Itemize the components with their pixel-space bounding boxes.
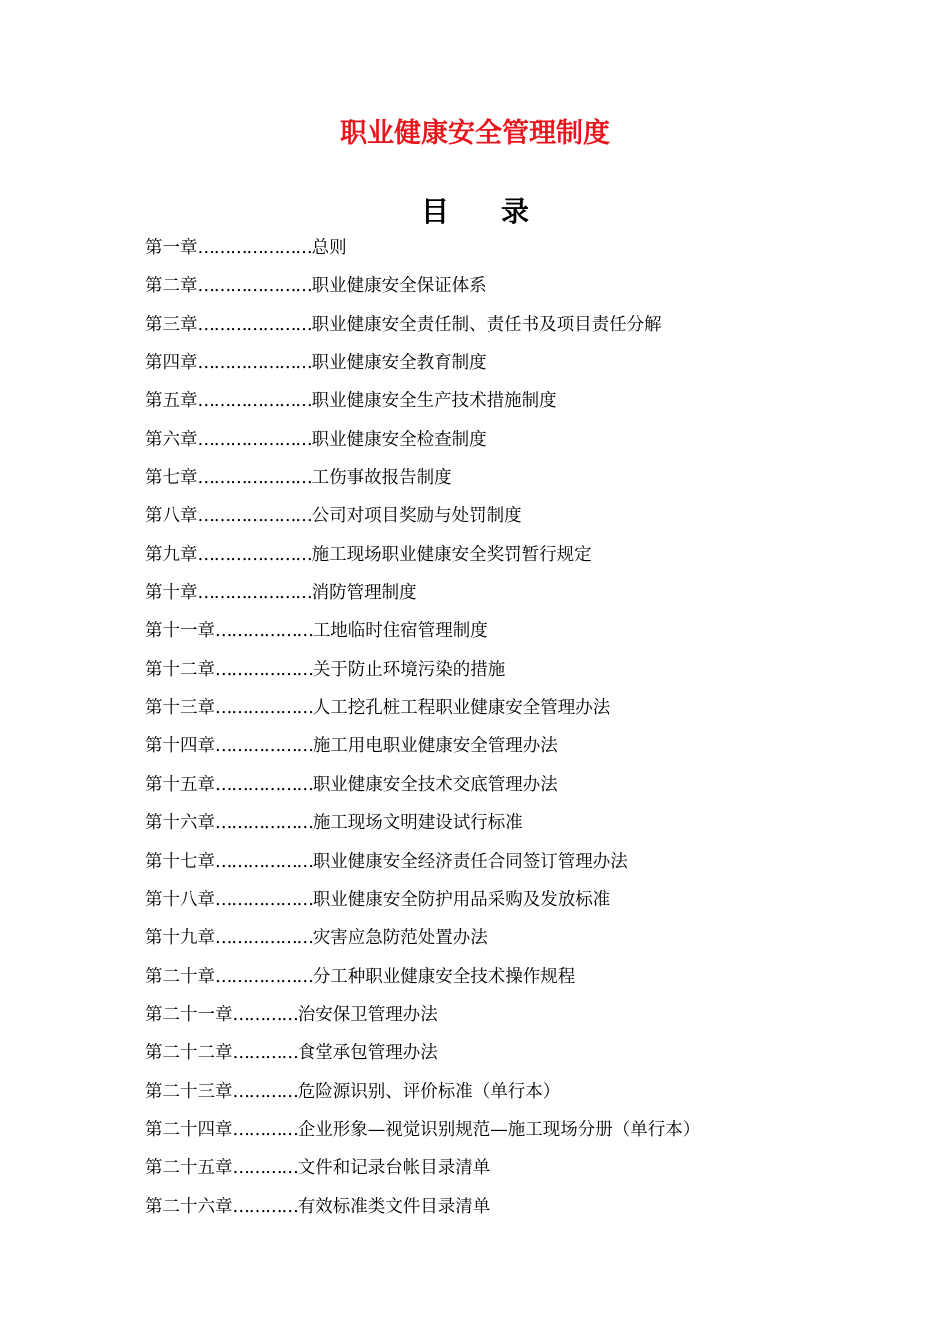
toc-chapter-title: 总则 bbox=[311, 238, 347, 258]
toc-entry bbox=[145, 421, 845, 459]
toc-leader-dots: ……………… bbox=[215, 966, 313, 987]
toc-chapter-number: 第二十六章 bbox=[145, 1196, 233, 1217]
toc-chapter-title: 企业形象—视觉识别规范—施工现场分册（单行本） bbox=[297, 1119, 701, 1140]
toc-leader-dots: ………… bbox=[232, 1196, 298, 1217]
toc-chapter-number: 第二十章 bbox=[145, 966, 215, 987]
toc-chapter-number: 第十六章 bbox=[145, 813, 215, 834]
document-title: 职业健康安全管理制度 bbox=[340, 118, 610, 149]
toc-entry bbox=[145, 881, 845, 919]
toc-entry bbox=[145, 689, 845, 727]
toc-leader-dots: ……………… bbox=[215, 621, 313, 642]
toc-leader-dots: ………………… bbox=[197, 391, 312, 412]
toc-entry bbox=[145, 229, 845, 267]
toc-chapter-title: 职业健康安全检查制度 bbox=[311, 429, 487, 450]
toc-chapter-number: 第十章 bbox=[145, 583, 198, 604]
toc-leader-dots: ……………… bbox=[215, 659, 313, 680]
toc-chapter-title: 人工挖孔桩工程职业健康安全管理办法 bbox=[312, 698, 611, 719]
toc-entry bbox=[145, 1073, 845, 1111]
toc-chapter-title: 职业健康安全防护用品采购及发放标准 bbox=[312, 889, 611, 910]
toc-entry bbox=[145, 804, 845, 842]
toc-leader-dots: ………………… bbox=[197, 468, 312, 489]
toc-entry bbox=[145, 1111, 845, 1149]
toc-chapter-number: 第十七章 bbox=[145, 851, 215, 872]
toc-leader-dots: ………… bbox=[232, 1119, 298, 1140]
toc-chapter-number: 第二十二章 bbox=[145, 1043, 233, 1064]
toc-chapter-title: 职业健康安全技术交底管理办法 bbox=[312, 774, 558, 795]
toc-heading-char-1: 目 bbox=[420, 195, 449, 228]
toc-chapter-number: 第二十三章 bbox=[145, 1081, 233, 1102]
toc-chapter-title: 职业健康安全生产技术措施制度 bbox=[311, 391, 557, 412]
toc-chapter-title: 工伤事故报告制度 bbox=[311, 468, 452, 489]
toc-leader-dots: ……………… bbox=[215, 813, 313, 834]
toc-chapter-number: 第二十五章 bbox=[145, 1158, 233, 1179]
toc-entry bbox=[145, 612, 845, 650]
toc-leader-dots: ……………… bbox=[215, 698, 313, 719]
toc-chapter-number: 第八章 bbox=[145, 506, 198, 527]
toc-entry bbox=[145, 1149, 845, 1187]
toc-leader-dots: ……………… bbox=[215, 928, 313, 949]
toc-chapter-number: 第十五章 bbox=[145, 774, 215, 795]
toc-entry bbox=[145, 727, 845, 765]
toc-chapter-title: 职业健康安全保证体系 bbox=[311, 276, 487, 297]
toc-entry bbox=[145, 382, 845, 420]
toc-leader-dots: ………………… bbox=[197, 506, 312, 527]
toc-chapter-title: 施工用电职业健康安全管理办法 bbox=[312, 736, 558, 757]
toc-chapter-number: 第七章 bbox=[145, 468, 198, 489]
toc-entry bbox=[145, 1034, 845, 1072]
toc-chapter-title: 施工现场文明建设试行标准 bbox=[312, 813, 523, 834]
toc-chapter-title: 施工现场职业健康安全奖罚暂行规定 bbox=[311, 544, 592, 565]
toc-leader-dots: ………………… bbox=[197, 314, 312, 335]
toc-chapter-number: 第十二章 bbox=[145, 659, 215, 680]
toc-entry bbox=[145, 651, 845, 689]
toc-chapter-title: 消防管理制度 bbox=[311, 583, 417, 604]
toc-chapter-number: 第三章 bbox=[145, 314, 198, 335]
toc-chapter-title: 危险源识别、评价标准（单行本） bbox=[297, 1081, 561, 1102]
toc-entry bbox=[145, 843, 845, 881]
toc-leader-dots: ……………… bbox=[215, 889, 313, 910]
toc-leader-dots: ……………… bbox=[215, 736, 313, 757]
toc-chapter-number: 第二章 bbox=[145, 276, 198, 297]
toc-chapter-title: 职业健康安全教育制度 bbox=[311, 353, 487, 374]
toc-entry bbox=[145, 306, 845, 344]
toc-leader-dots: ………… bbox=[232, 1081, 298, 1102]
toc-chapter-number: 第一章 bbox=[145, 238, 198, 258]
toc-chapter-title: 食堂承包管理办法 bbox=[297, 1043, 438, 1064]
toc-chapter-number: 第十九章 bbox=[145, 928, 215, 949]
toc-entry bbox=[145, 267, 845, 305]
toc-chapter-number: 第十四章 bbox=[145, 736, 215, 757]
toc-chapter-number: 第五章 bbox=[145, 391, 198, 412]
toc-entry bbox=[145, 536, 845, 574]
toc-leader-dots: ………………… bbox=[197, 429, 312, 450]
toc-chapter-title: 灾害应急防范处置办法 bbox=[312, 928, 488, 949]
toc-leader-dots: ………………… bbox=[197, 544, 312, 565]
toc-entry bbox=[145, 1188, 845, 1226]
toc-leader-dots: ……………… bbox=[215, 851, 313, 872]
toc-chapter-title: 文件和记录台帐目录清单 bbox=[297, 1158, 491, 1179]
toc-list bbox=[145, 229, 845, 1226]
toc-leader-dots: ………………… bbox=[197, 583, 312, 604]
toc-chapter-number: 第四章 bbox=[145, 353, 198, 374]
toc-leader-dots: ………………… bbox=[197, 276, 312, 297]
toc-chapter-title: 关于防止环境污染的措施 bbox=[312, 659, 506, 680]
toc-leader-dots: ………………… bbox=[197, 353, 312, 374]
toc-chapter-title: 公司对项目奖励与处罚制度 bbox=[311, 506, 522, 527]
toc-chapter-number: 第十一章 bbox=[145, 621, 215, 642]
toc-chapter-title: 治安保卫管理办法 bbox=[297, 1004, 438, 1025]
toc-leader-dots: ………… bbox=[232, 1158, 298, 1179]
toc-entry bbox=[145, 497, 845, 535]
toc-leader-dots: ………… bbox=[232, 1043, 298, 1064]
toc-entry bbox=[145, 919, 845, 957]
toc-chapter-number: 第二十一章 bbox=[145, 1004, 233, 1025]
toc-leader-dots: ……………… bbox=[215, 774, 313, 795]
toc-chapter-number: 第十八章 bbox=[145, 889, 215, 910]
toc-entry bbox=[145, 344, 845, 382]
toc-chapter-number: 第十三章 bbox=[145, 698, 215, 719]
toc-entry bbox=[145, 574, 845, 612]
toc-chapter-number: 第九章 bbox=[145, 544, 198, 565]
toc-entry bbox=[145, 958, 845, 996]
toc-heading-char-2: 录 bbox=[501, 195, 530, 228]
toc-chapter-title: 有效标准类文件目录清单 bbox=[297, 1196, 491, 1217]
toc-leader-dots: ………………… bbox=[197, 238, 312, 258]
toc-heading bbox=[0, 192, 950, 232]
toc-chapter-title: 职业健康安全责任制、责任书及项目责任分解 bbox=[311, 314, 662, 335]
toc-entry bbox=[145, 459, 845, 497]
toc-chapter-title: 工地临时住宿管理制度 bbox=[312, 621, 488, 642]
toc-entry bbox=[145, 766, 845, 804]
toc-entry bbox=[145, 996, 845, 1034]
toc-leader-dots: ………… bbox=[232, 1004, 298, 1025]
toc-chapter-title: 分工种职业健康安全技术操作规程 bbox=[312, 966, 576, 987]
toc-chapter-number: 第二十四章 bbox=[145, 1119, 233, 1140]
toc-chapter-number: 第六章 bbox=[145, 429, 198, 450]
toc-chapter-title: 职业健康安全经济责任合同签订管理办法 bbox=[312, 851, 628, 872]
